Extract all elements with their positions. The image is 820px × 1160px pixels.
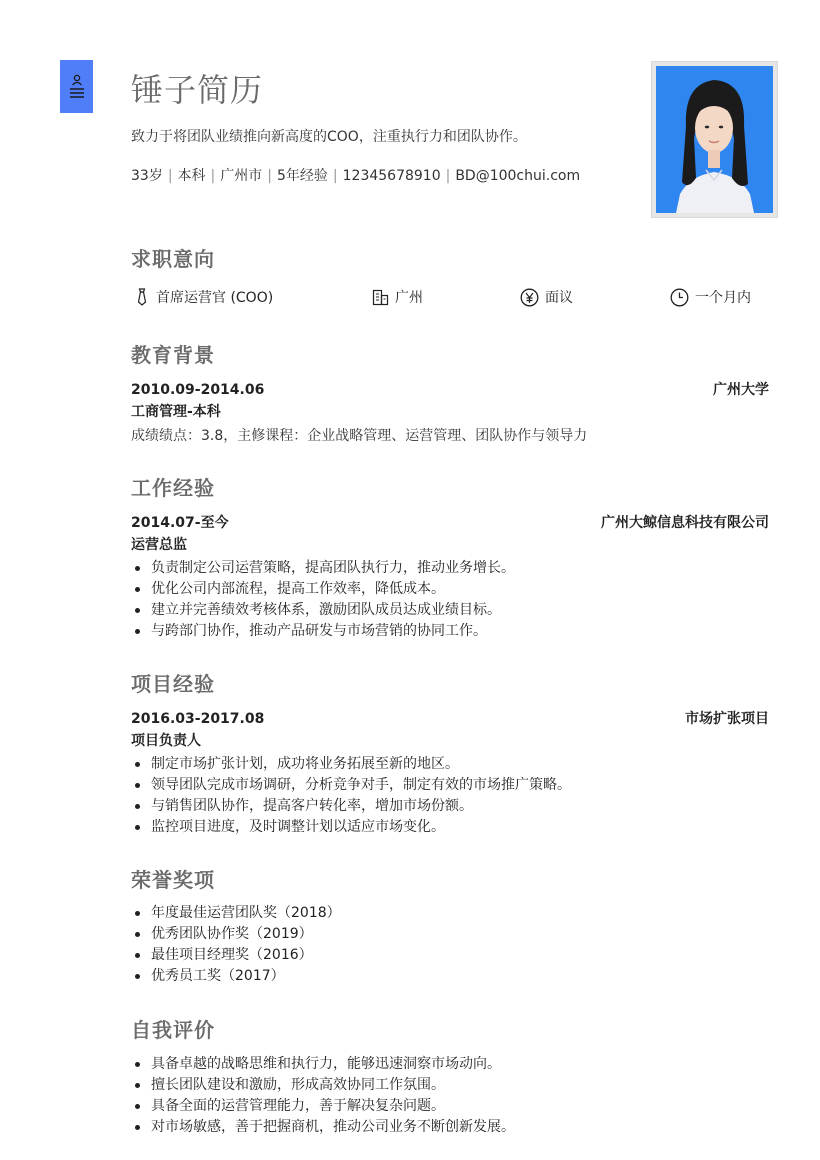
section-title-intent: 求职意向: [131, 247, 215, 271]
list-item: 建立并完善绩效考核体系，激励团队成员达成业绩目标。: [131, 600, 515, 621]
info-city: 广州市: [220, 168, 263, 184]
project-header: [131, 709, 769, 729]
list-item: 负责制定公司运营策略，提高团队执行力，推动业务增长。: [131, 558, 515, 579]
list-item: 最佳项目经理奖（2016）: [131, 945, 341, 966]
list-item: 监控项目进度，及时调整计划以适应市场变化。: [131, 817, 571, 838]
list-item: 领导团队完成市场调研，分析竞争对手，制定有效的市场推广策略。: [131, 775, 571, 796]
intent-availability: [670, 287, 751, 307]
brand-badge: [60, 60, 93, 113]
work-period: 2014.07-至今: [131, 515, 229, 531]
tie-icon: [134, 288, 150, 306]
building-icon: [372, 289, 389, 306]
list-item: 优秀团队协作奖（2019）: [131, 924, 341, 945]
education-school: 广州大学: [713, 382, 769, 398]
list-item: 擅长团队建设和激励，形成高效协同工作氛围。: [131, 1075, 515, 1096]
project-duties-list: [131, 754, 571, 838]
project-role: 项目负责人: [131, 733, 201, 749]
intent-salary: [520, 287, 573, 307]
personal-info-line: 33岁 | 本科 | 广州市 | 5年经验 | 12345678910 | BD@100chui.com: [131, 168, 581, 184]
intent-city-text: 广州: [395, 290, 423, 306]
job-intent-row: [131, 287, 771, 309]
resume-name: 锤子简历: [131, 71, 264, 109]
list-item: 与销售团队协作，提高客户转化率，增加市场份额。: [131, 796, 571, 817]
section-title-work: 工作经验: [131, 476, 215, 500]
self-evaluation-list: [131, 1054, 515, 1138]
info-email: BD@100chui.com: [455, 168, 581, 184]
education-header: [131, 380, 769, 400]
list-item: 年度最佳运营团队奖（2018）: [131, 903, 341, 924]
section-title-self: 自我评价: [131, 1018, 215, 1042]
intent-position-text: 首席运营官 (COO): [156, 290, 274, 306]
work-duties-list: [131, 558, 515, 642]
info-phone: 12345678910: [342, 168, 441, 184]
list-item: 与跨部门协作，推动产品研发与市场营销的协同工作。: [131, 621, 515, 642]
project-period: 2016.03-2017.08: [131, 711, 265, 727]
list-item: 优化公司内部流程，提高工作效率，降低成本。: [131, 579, 515, 600]
section-title-education: 教育背景: [131, 343, 215, 367]
education-period: 2010.09-2014.06: [131, 382, 265, 398]
honors-list: [131, 903, 341, 987]
info-age: 33岁: [131, 168, 163, 184]
yen-icon: [520, 288, 539, 307]
list-item: 优秀员工奖（2017）: [131, 966, 341, 987]
education-major: 工商管理-本科: [131, 404, 221, 420]
clock-icon: [670, 288, 689, 307]
intent-salary-text: 面议: [545, 290, 573, 306]
work-company: 广州大鲸信息科技有限公司: [601, 515, 769, 531]
info-degree: 本科: [177, 168, 206, 184]
list-item: 具备卓越的战略思维和执行力，能够迅速洞察市场动向。: [131, 1054, 515, 1075]
info-experience: 5年经验: [276, 168, 328, 184]
list-item: 具备全面的运营管理能力，善于解决复杂问题。: [131, 1096, 515, 1117]
list-item: 对市场敏感，善于把握商机，推动公司业务不断创新发展。: [131, 1117, 515, 1138]
list-item: 制定市场扩张计划，成功将业务拓展至新的地区。: [131, 754, 571, 775]
project-name: 市场扩张项目: [685, 711, 769, 727]
work-title: 运营总监: [131, 537, 187, 553]
education-detail: 成绩绩点：3.8，主修课程：企业战略管理、运营管理、团队协作与领导力: [131, 428, 588, 444]
section-title-project: 项目经验: [131, 672, 215, 696]
intent-availability-text: 一个月内: [695, 290, 751, 306]
work-header: [131, 513, 769, 533]
intent-city: [372, 287, 423, 307]
resume-slogan: 致力于将团队业绩推向新高度的COO，注重执行力和团队协作。: [131, 129, 527, 145]
intent-position: [134, 287, 273, 307]
section-title-honors: 荣誉奖项: [131, 868, 215, 892]
profile-photo: [651, 61, 778, 218]
user-menu-icon: [68, 72, 86, 102]
